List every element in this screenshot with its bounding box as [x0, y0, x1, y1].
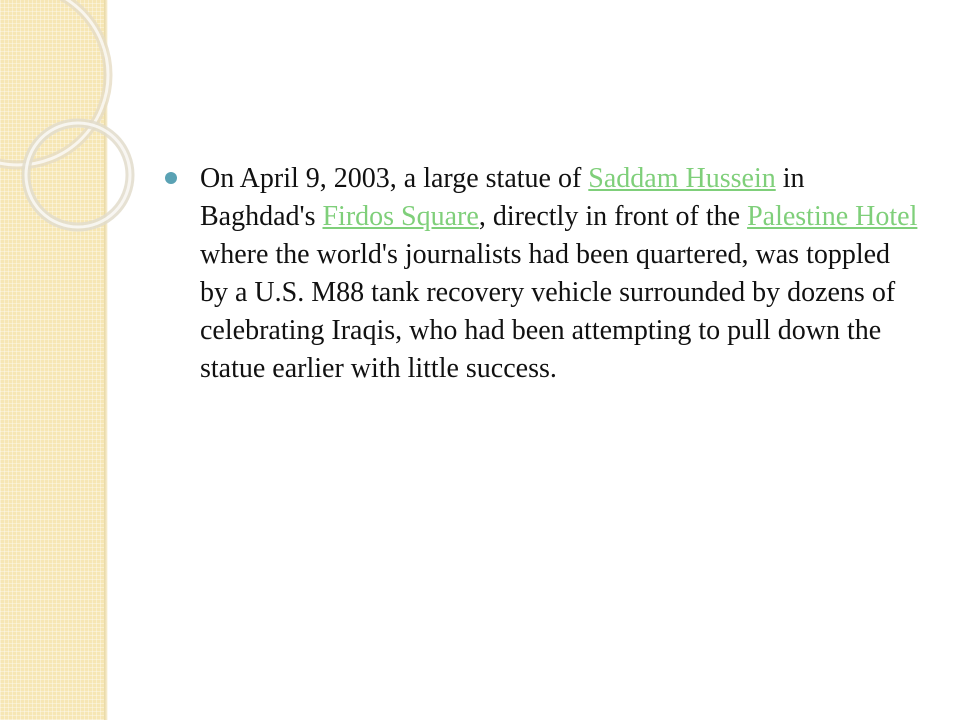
bullet-text-part-4: where the world's journalists had been quartered, was toppled by a U.S. M88 tank recovery vehicle surrounded by dozens of celebrating Iraqis, who had been attempting to pull down the statue earlier with little success.	[200, 239, 896, 384]
link-firdos-square[interactable]: Firdos Square	[322, 201, 479, 232]
bullet-text-part-3: , directly in front of the	[478, 201, 748, 232]
link-saddam-hussein[interactable]: Saddam Hussein	[588, 163, 776, 194]
slide-content	[165, 160, 925, 388]
bullet-text-part-2: in Baghdad's	[200, 163, 805, 232]
bullet-text-part-1: On April 9, 2003, a large statue of	[200, 163, 589, 194]
bullet-paragraph	[200, 160, 925, 388]
bullet-icon	[165, 172, 177, 184]
decorative-circles	[0, 0, 140, 260]
link-palestine-hotel[interactable]: Palestine Hotel	[747, 201, 918, 232]
bullet-item	[165, 160, 925, 388]
